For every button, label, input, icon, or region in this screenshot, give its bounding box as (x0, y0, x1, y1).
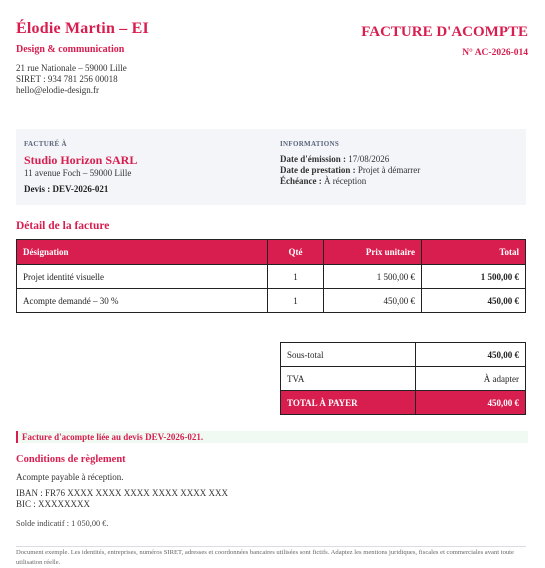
informations-label: INFORMATIONS (280, 140, 340, 148)
table-row (17, 289, 526, 313)
issue-date-value: 17/08/2026 (348, 154, 390, 164)
row-designation: Projet identité visuelle (17, 265, 268, 289)
quote-label: Devis : (24, 184, 51, 194)
acompte-note (16, 431, 528, 443)
totals-table (280, 342, 526, 415)
items-header-row (17, 240, 526, 265)
row-qty: 1 (268, 265, 324, 289)
grand-total-label: TOTAL À PAYER (281, 391, 416, 415)
service-date-value: Projet à démarrer (357, 165, 421, 175)
issuer-contact (16, 63, 127, 96)
quote-value: DEV-2026-021 (52, 184, 109, 194)
subtotal-value: 450,00 € (416, 343, 526, 367)
issuer-subtitle: Design & communication (16, 44, 125, 55)
document-number: N° AC-2026-014 (462, 48, 528, 58)
due-date (280, 176, 366, 187)
row-qty: 1 (268, 289, 324, 313)
column-designation: Désignation (17, 240, 268, 265)
row-unit-price: 1 500,00 € (324, 265, 422, 289)
row-total: 1 500,00 € (422, 265, 526, 289)
column-unit-price: Prix unitaire (324, 240, 422, 265)
issuer-address: 21 rue Nationale – 59000 Lille (16, 63, 127, 73)
balance-note: Solde indicatif : 1 050,00 €. (16, 519, 109, 528)
table-row (17, 265, 526, 289)
tva-value: À adapter (416, 367, 526, 391)
tva-row (281, 367, 526, 391)
service-date (280, 165, 420, 176)
grand-total-row (281, 391, 526, 415)
row-designation: Acompte demandé – 30 % (17, 289, 268, 313)
iban: IBAN : FR76 XXXX XXXX XXXX XXXX XXXX XXX (16, 488, 228, 498)
tva-label: TVA (281, 367, 416, 391)
due-date-label: Échéance : (280, 176, 322, 186)
due-date-value: À réception (324, 176, 367, 186)
footer-divider (16, 546, 526, 547)
quote-reference (24, 184, 108, 194)
payment-terms: Acompte payable à réception. (16, 472, 124, 482)
subtotal-row (281, 343, 526, 367)
info-panel (16, 129, 526, 205)
client-name: Studio Horizon SARL (24, 153, 138, 167)
document-title: FACTURE D'ACOMPTE (361, 24, 528, 40)
issuer-name: Élodie Martin – EI (16, 20, 149, 37)
detail-heading: Détail de la facture (16, 220, 110, 232)
acompte-note-text: Facture d'acompte liée au devis DEV-2026-021. (22, 432, 204, 442)
client-address: 11 avenue Foch – 59000 Lille (24, 168, 132, 178)
column-qty: Qté (268, 240, 324, 265)
footer-disclaimer: Document exemple. Les identités, entreprises, numéros SIRET, adresses et coordonnées bancaires utilisées sont fictifs. Adaptez les mentions juridiques, fiscales et commerciales avant toute utilisation réelle. (16, 549, 514, 566)
conditions-heading: Conditions de règlement (16, 454, 126, 465)
column-total: Total (422, 240, 526, 265)
row-total: 450,00 € (422, 289, 526, 313)
billed-to-label: FACTURÉ À (24, 140, 67, 148)
subtotal-label: Sous-total (281, 343, 416, 367)
service-date-label: Date de prestation : (280, 165, 356, 175)
row-unit-price: 450,00 € (324, 289, 422, 313)
issuer-siret: SIRET : 934 781 256 00018 (16, 74, 118, 84)
items-table (16, 239, 526, 313)
issuer-email: hello@elodie-design.fr (16, 85, 100, 95)
bic: BIC : XXXXXXXX (16, 499, 90, 509)
issue-date-label: Date d'émission : (280, 154, 346, 164)
issue-date (280, 154, 389, 165)
grand-total-value: 450,00 € (416, 391, 526, 415)
